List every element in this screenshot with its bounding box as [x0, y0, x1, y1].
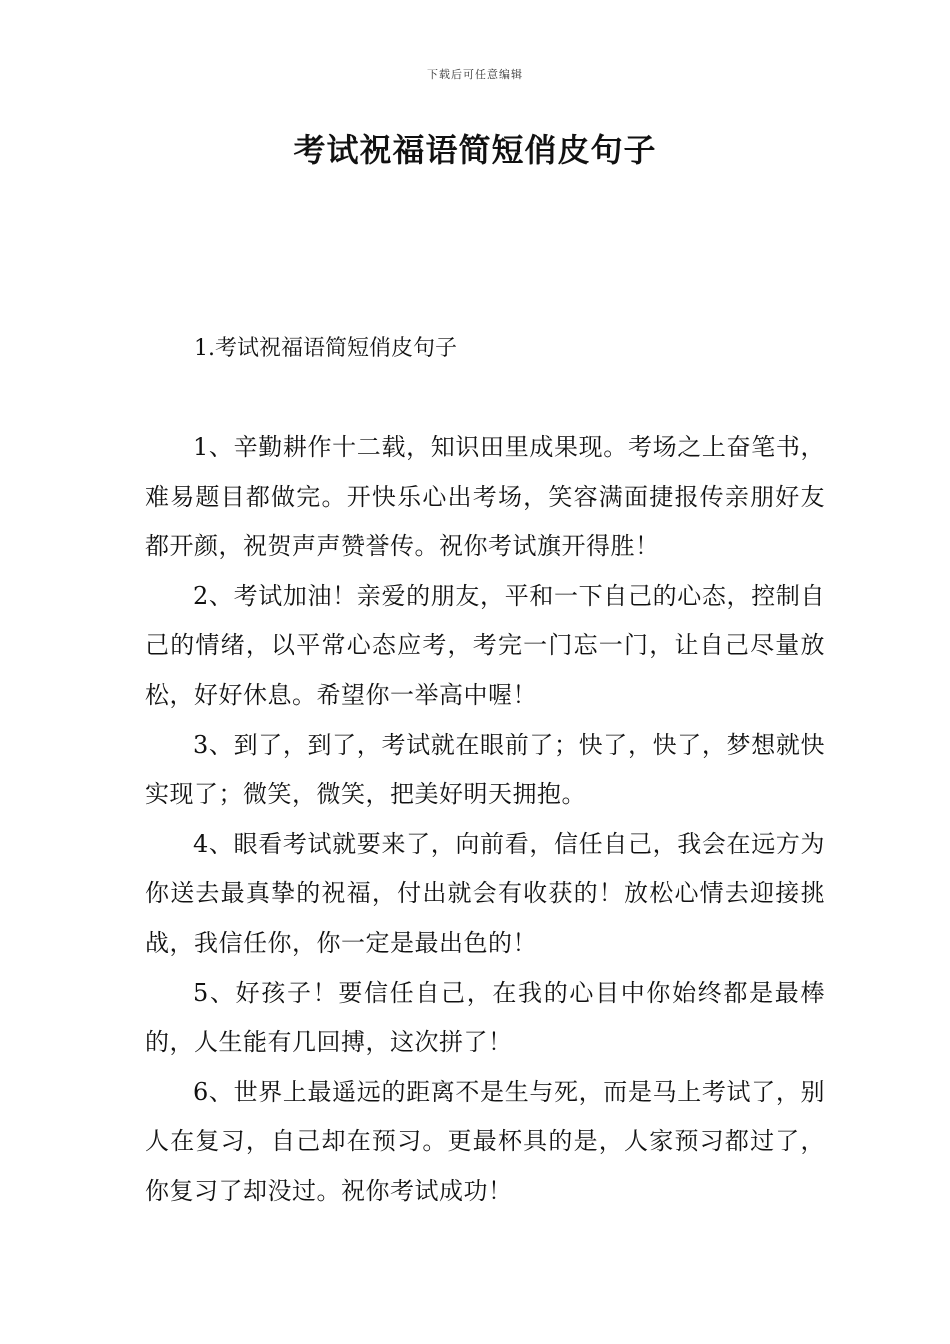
- paragraph-5: 5、好孩子！要信任自己，在我的心目中你始终都是最棒的，人生能有几回搏，这次拼了！: [145, 978, 825, 1057]
- paragraph-2: 2、考试加油！亲爱的朋友，平和一下自己的心态，控制自己的情绪，以平常心态应考，考完一门忘一门，让自己尽量放松，好好休息。希望你一举高中喔！: [145, 581, 825, 709]
- section-heading: 1.考试祝福语简短俏皮句子: [194, 336, 457, 361]
- paragraph-4: 4、眼看考试就要来了，向前看，信任自己，我会在远方为你送去最真挚的祝福，付出就会有收获的！放松心情去迎接挑战，我信任你，你一定是最出色的！: [145, 829, 825, 957]
- body-text: [145, 423, 825, 1217]
- header-note: 下载后可任意编辑: [427, 68, 523, 81]
- paragraph-1: 1、辛勤耕作十二载，知识田里成果现。考场之上奋笔书，难易题目都做完。开快乐心出考场，笑容满面捷报传亲朋好友都开颜，祝贺声声赞誉传。祝你考试旗开得胜！: [145, 433, 825, 561]
- paragraph-3: 3、到了，到了，考试就在眼前了；快了，快了，梦想就快实现了；微笑，微笑，把美好明天拥抱。: [145, 730, 825, 809]
- document-title: 考试祝福语简短俏皮句子: [293, 131, 657, 169]
- paragraph-6: 6、世界上最遥远的距离不是生与死，而是马上考试了，别人在复习，自己却在预习。更最杯具的是，人家预习都过了，你复习了却没过。祝你考试成功！: [145, 1077, 825, 1205]
